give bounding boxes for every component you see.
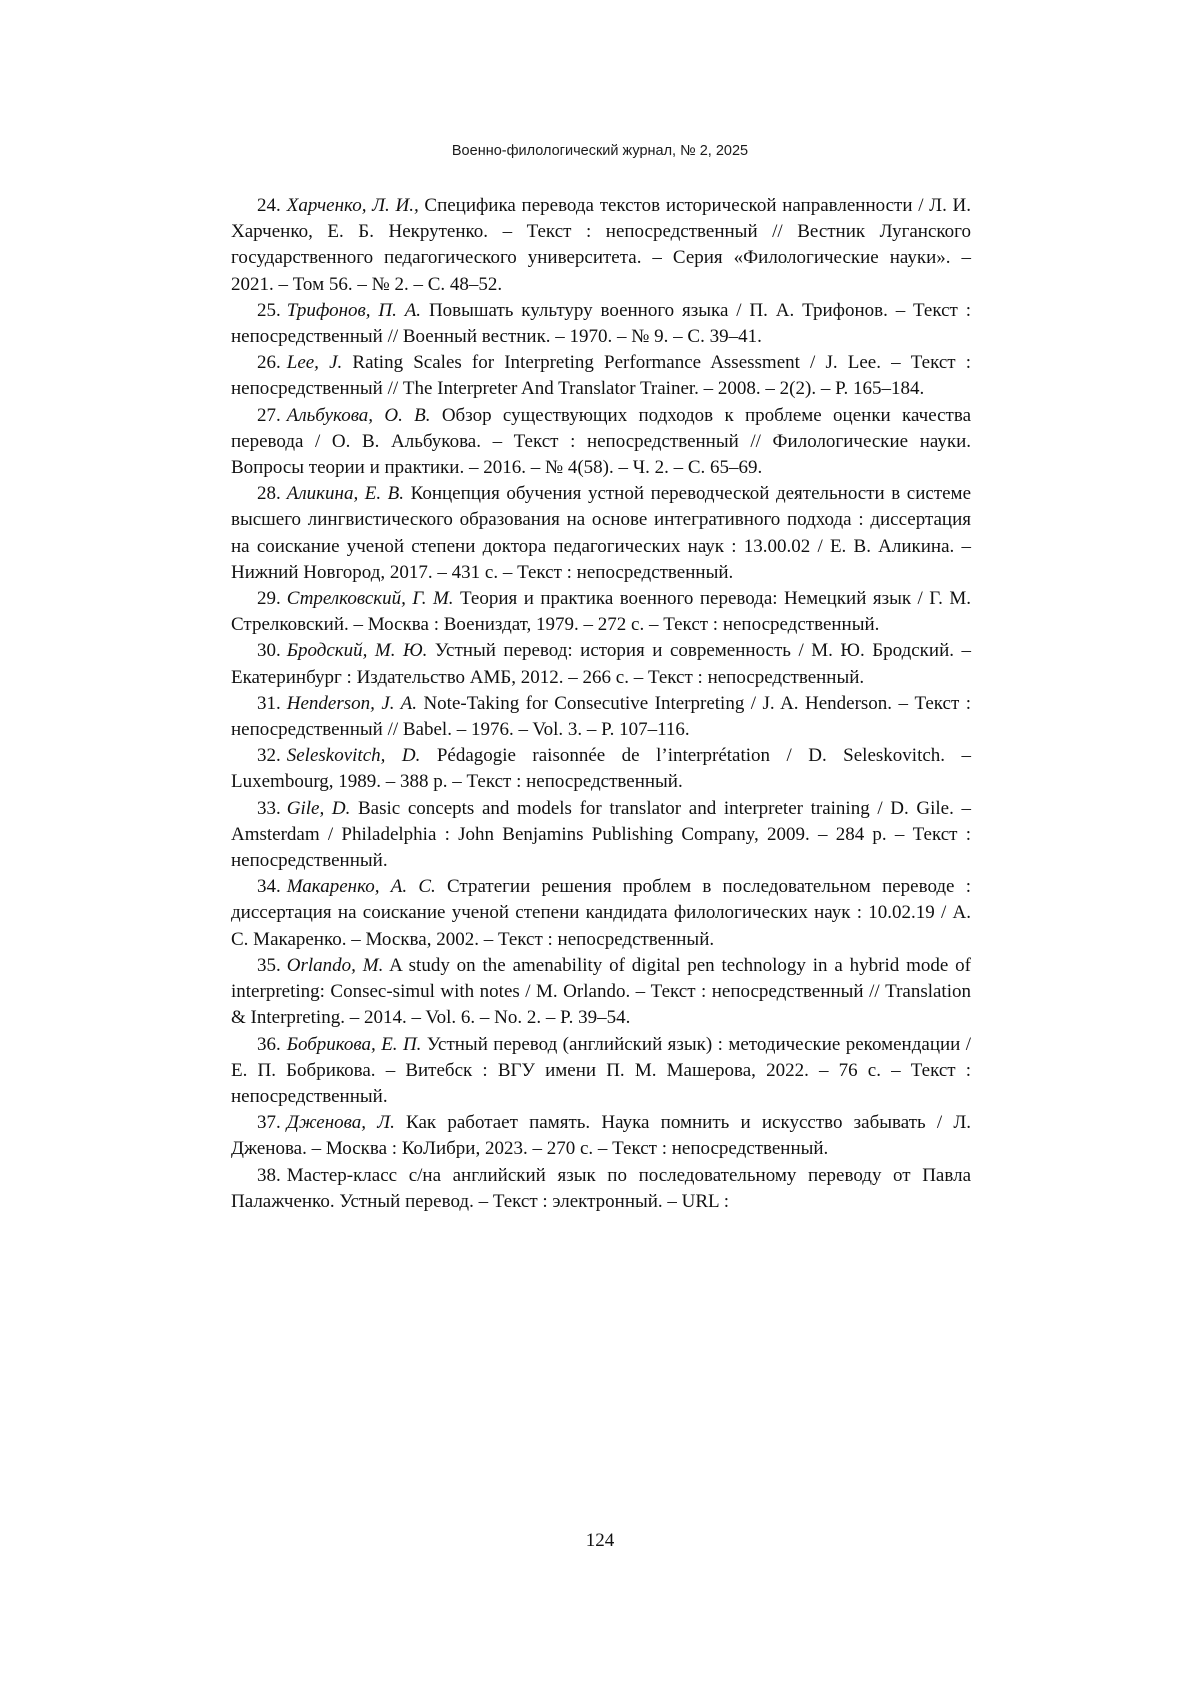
reference-item	[231, 403, 971, 482]
reference-item	[231, 193, 971, 298]
reference-author: Стрелковский, Г. М.	[286, 588, 454, 610]
reference-text: Устный перевод: история и современность / М. Ю. Бродский. – Екатеринбург : Издательство АМБ, 2012. – 266 с. – Текст : непосредственный.	[231, 640, 972, 688]
reference-author: Бродский, М. Ю.	[286, 640, 428, 662]
reference-author: Альбукова, О. В.	[286, 404, 431, 426]
reference-text: Обзор существующих подходов к проблеме оценки качества перевода / О. В. Альбукова. – Текст : непосредственный // Филологические науки. Вопросы теории и практики. – 2016. – № 4(58). – Ч. 2. – С. 65–69.	[231, 404, 971, 479]
reference-text: Теория и практика военного перевода: Немецкий язык / Г. М. Стрелковский. – Москва : Воениздат, 1979. – 272 с. – Текст : непосредственный.	[231, 588, 971, 636]
reference-item	[231, 481, 971, 586]
reference-author: Харченко, Л. И.,	[286, 195, 419, 216]
reference-number: 26.	[257, 352, 281, 374]
reference-author: Аликина, Е. В.	[286, 483, 405, 505]
reference-author: Бобрикова, Е. П.	[286, 1033, 422, 1055]
reference-number: 34.	[257, 876, 281, 898]
reference-number: 28.	[257, 483, 281, 505]
reference-item	[231, 691, 971, 743]
reference-item	[231, 638, 971, 690]
reference-number: 32.	[257, 745, 281, 767]
reference-text: A study on the amenability of digital pen technology in a hybrid mode of interpreting: Consec-simul with notes / M. Orlando. – Текст : непосредственный // Translation & Interpreting. – 2014. – Vol. 6. – No. 2. – P. 39–54.	[231, 954, 972, 1029]
reference-item	[231, 796, 971, 875]
reference-item	[231, 350, 971, 402]
reference-text: Basic concepts and models for translator and interpreter training / D. Gile. – Amsterdam / Philadelphia : John Benjamins Publishing Company, 2009. – 284 p. – Текст : непосредственный.	[231, 797, 972, 872]
reference-text: Устный перевод (английский язык) : методические рекомендации / Е. П. Бобрикова. – Витебск : ВГУ имени П. М. Машерова, 2022. – 76 с. – Текст : непосредственный.	[231, 1033, 972, 1107]
reference-text: Как работает память. Наука помнить и искусство забывать / Л. Дженова. – Москва : КоЛибри, 2023. – 270 с. – Текст : непосредственный.	[231, 1112, 972, 1160]
reference-item	[231, 874, 971, 953]
reference-author: Orlando, M.	[286, 954, 384, 976]
reference-list	[231, 193, 971, 1215]
reference-author: Gile, D.	[286, 797, 351, 819]
page-number: 124	[585, 1530, 615, 1551]
reference-text: Специфика перевода текстов исторической направленности / Л. И. Харченко, Е. Б. Некрутенко. – Текст : непосредственный // Вестник Луганского государственного педагогического университета. – Серия «Филологические науки». – 2021. – Том 56. – № 2. – С. 48–52.	[231, 195, 971, 295]
reference-text: Rating Scales for Interpreting Performance Assessment / J. Lee. – Текст : непосредственный // The Interpreter And Translator Trainer. – 2008. – 2(2). – P. 165–184.	[231, 352, 972, 400]
reference-text: Pédagogie raisonnée de l’interprétation / D. Seleskovitch. – Luxembourg, 1989. – 388 p. – Текст : непосредственный.	[231, 745, 971, 793]
running-header: Военно-филологический журнал, № 2, 2025	[451, 143, 749, 159]
reference-text: Мастер-класс с/на английский язык по последовательному переводу от Павла Палажченко. Устный перевод. – Текст : электронный. – URL :	[231, 1164, 971, 1212]
reference-text: Повышать культуру военного языка / П. А. Трифонов. – Текст : непосредственный // Военный вестник. – 1970. – № 9. – С. 39–41.	[231, 299, 972, 348]
reference-number: 24.	[257, 195, 281, 216]
reference-number: 36.	[257, 1033, 281, 1055]
reference-author: Дженова, Л.	[286, 1112, 395, 1134]
reference-author: Трифонов, П. А.	[286, 299, 422, 321]
reference-text: Концепция обучения устной переводческой деятельности в системе высшего лингвистического образования на основе интегративного подхода : диссертация на соискание ученой степени доктора педагогических наук : 13.00.02 / Е. В. Аликина. – Нижний Новгород, 2017. – 431 с. – Текст : непосредственный.	[231, 483, 972, 583]
reference-author: Lee, J.	[286, 352, 343, 374]
reference-author: Seleskovitch, D.	[286, 745, 421, 767]
reference-author: Henderson, J. A.	[286, 692, 417, 714]
reference-item	[231, 743, 971, 795]
reference-number: 30.	[257, 640, 281, 662]
reference-number: 33.	[257, 797, 281, 819]
reference-number: 38.	[257, 1164, 281, 1186]
reference-item	[231, 1110, 971, 1162]
reference-number: 37.	[257, 1112, 281, 1134]
reference-item	[231, 1032, 971, 1111]
reference-text: Стратегии решения проблем в последовательном переводе : диссертация на соискание ученой степени кандидата филологических наук : 10.02.19 / А. С. Макаренко. – Москва, 2002. – Текст : непосредственный.	[231, 876, 972, 950]
reference-number: 29.	[257, 588, 281, 610]
reference-item	[231, 1163, 971, 1215]
reference-number: 27.	[257, 404, 281, 426]
reference-item	[231, 298, 971, 350]
reference-author: Макаренко, А. С.	[286, 876, 436, 898]
reference-number: 25.	[257, 299, 281, 321]
reference-item	[231, 953, 971, 1032]
reference-number: 31.	[257, 692, 281, 714]
reference-item	[231, 586, 971, 638]
reference-text: Note-Taking for Consecutive Interpreting / J. A. Henderson. – Текст : непосредственный // Babel. – 1976. – Vol. 3. – P. 107–116.	[231, 692, 972, 741]
reference-number: 35.	[257, 954, 281, 976]
